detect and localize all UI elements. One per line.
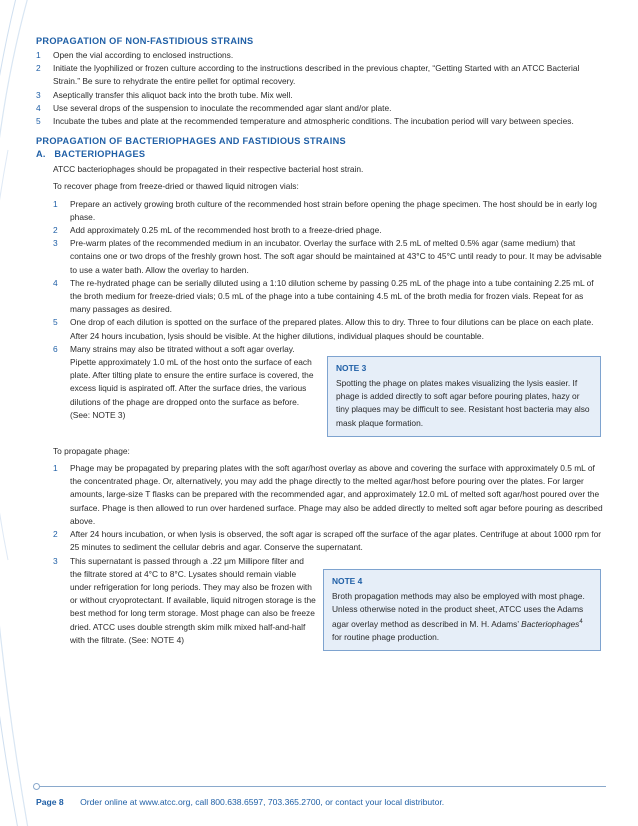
section-heading-fastidious: PROPAGATION OF BACTERIOPHAGES AND FASTIDIOUS STRAINS xyxy=(36,136,346,147)
list-item: 1 Open the vial according to enclosed instructions. xyxy=(36,50,234,60)
list-item: 3 Aseptically transfer this aliquot back into the broth tube. Mix well. xyxy=(36,89,293,100)
list-item: 5 One drop of each dilution is spotted on the surface of the prepared plates. Allow this to dry. Three to four dilutions can be place on each plate. After 24 hours incubation, lysis should be visible. At the higher dilutions, individual plaques should be countable. xyxy=(53,317,594,341)
note-4-title: NOTE 4 xyxy=(332,575,363,586)
note-3-box xyxy=(327,356,601,437)
step6-list xyxy=(53,343,317,422)
list-item: 3 This supernatant is passed through a .22 μm Millipore filter and the filtrate stored at 4°C to 8°C. Lysates should remain viable under refrigeration for long periods. They may also be frozen with or without cryoprotectant. If available, liquid nitrogen storage is the best method for long term storage. Most phage can also be freeze dried. ATCC uses double strength skim milk mixed half-and-half with the filtrate. (See: NOTE 4) xyxy=(53,555,316,645)
footer xyxy=(36,797,606,807)
intro-text: To propagate phage: xyxy=(53,445,130,456)
recover-steps xyxy=(53,198,606,343)
step3-with-note4 xyxy=(53,555,606,652)
list-item: 1 Prepare an actively growing broth culture of the recommended host strain before opening the phage specimen. The host should be in early log phase. xyxy=(53,198,597,222)
subsection-heading-bacteriophages: A. BACTERIOPHAGES xyxy=(36,149,146,160)
list-item: 2 After 24 hours incubation, or when lysis is observed, the soft agar is scraped off the surface of the agar plates. Centrifuge at about 1000 rpm for 25 minutes to sediment the cellular debris and agar. Conserve the supernatant. xyxy=(53,529,602,553)
page-number: Page 8 xyxy=(36,797,64,807)
footer-rule xyxy=(36,786,606,787)
list-item: 1 Phage may be propagated by preparing plates with the soft agar/host overlay as above and covering the surface with approximately 0.5 mL of the concentrated phage. Or, alternatively, you may add the phage directly to the melted agar/host before pouring over the plates. For larger amounts, large-size T flasks can be prepared with the recommended agar, and approximately 12.0 mL of melted soft agar/host poured over the surface. Phage is then allowed to run over hardened surface. Phage may also be added directly to melted soft agar before pouring as described above. xyxy=(53,463,603,526)
list-item: 4 Use several drops of the suspension to inoculate the recommended agar slant and/or plate. xyxy=(36,102,392,113)
list-item: 5 Incubate the tubes and plate at the recommended temperature and atmospheric conditions. The incubation period will vary between species. xyxy=(36,116,574,127)
note-4-box xyxy=(323,569,601,652)
intro-text: ATCC bacteriophages should be propagated in their respective bacterial host strain. xyxy=(53,164,364,175)
list-item: 4 The re-hydrated phage can be serially diluted using a 1:10 dilution scheme by passing 0.25 mL of the phage into a tube containing 2.25 mL of the broth medium for freeze-dried vials; 0.5 mL of the phage into a tube containing 4.5 mL of the broth media for frozen vials. Repeat for as many passages as desired. xyxy=(53,277,594,315)
list-item: 6 Many strains may also be titrated without a soft agar overlay. Pipette approximately 1.0 mL of the host onto the surface of each plate. After tilting plate to ensure the entire surface is covered, the excess liquid is aspirated off. After the surface dries, the various dilutions of the phage are dropped onto the surface as before. (See: NOTE 3) xyxy=(53,343,314,420)
propagate-steps xyxy=(53,462,606,554)
step3-list xyxy=(53,555,317,647)
note-3-text: Spotting the phage on plates makes visualizing the lysis easier. If phage is added directly to soft agar before pouring plates, hazy or tiny plaques may be difficult to see. Resistant host bacteria may also mask plaque formation. xyxy=(336,378,590,428)
note-3-title: NOTE 3 xyxy=(336,362,367,373)
bacteriophages-section xyxy=(36,163,606,437)
list-item: 2 Add approximately 0.25 mL of the recommended host broth to a freeze-dried phage. xyxy=(53,225,382,236)
footer-text: Order online at www.atcc.org, call 800.638.6597, 703.365.2700, or contact your local distributor. xyxy=(80,797,445,807)
list-item: 3 Pre-warm plates of the recommended medium in an incubator. Overlay the surface with 2.5 mL of melted 0.5% agar (same medium) that contains one or two drops of the freshly grown host. The soft agar should be maintained at 43°C to 45°C until ready to pour. It may be advisable to use a water bath. Allow the overlay to harden. xyxy=(53,238,602,275)
intro-text: To recover phage from freeze-dried or thawed liquid nitrogen vials: xyxy=(53,181,299,192)
footer-dot xyxy=(33,783,40,790)
step6-with-note3 xyxy=(53,343,606,437)
note-4-text: Broth propagation methods may also be employed with most phage. Unless otherwise noted in the product sheet, ATCC uses the Adams agar overlay method as described in M. H. Adams’ Bacteriophages$^4$ for routine phage production. xyxy=(332,590,585,643)
non-fastidious-steps xyxy=(36,49,606,128)
list-item: 2 Initiate the lyophilized or frozen culture according to the instructions described in the previous chapter, “Getting Started with an ATCC Bacterial Strain.” Be sure to rehydrate the entire pellet for optimal recovery. xyxy=(36,63,580,87)
page-content xyxy=(36,36,606,651)
section-heading-non-fastidious: PROPAGATION OF NON-FASTIDIOUS STRAINS xyxy=(36,36,254,46)
propagate-section xyxy=(36,462,606,651)
